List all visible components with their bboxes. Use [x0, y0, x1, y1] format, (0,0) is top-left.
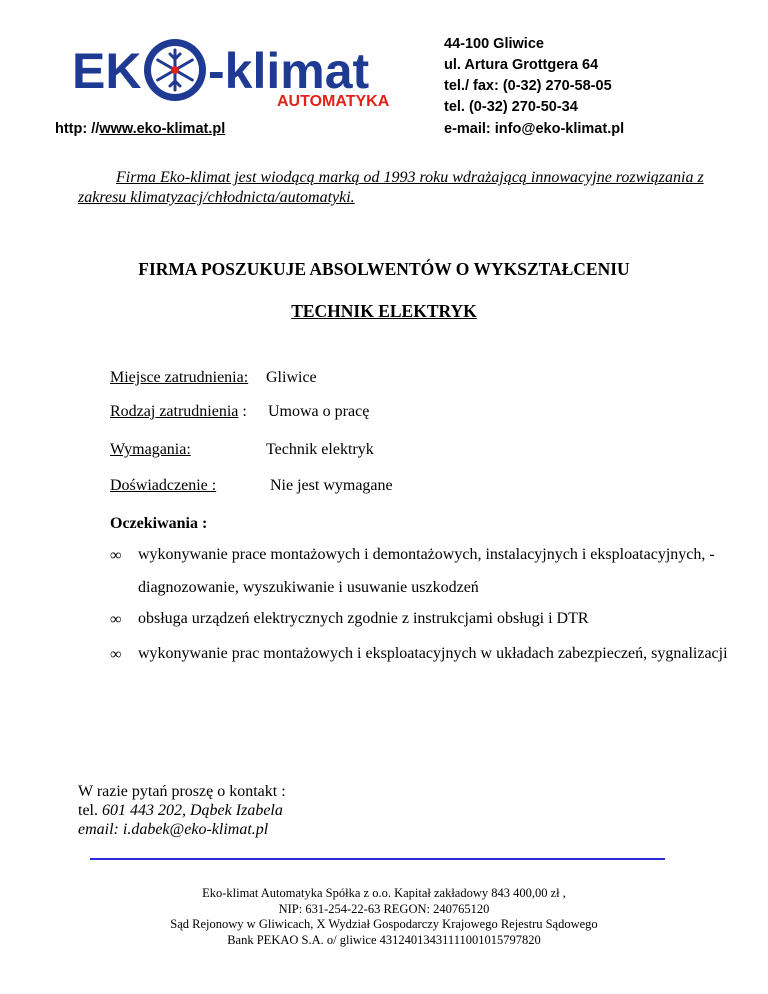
website-prefix: http: // [55, 121, 100, 137]
contact-block [78, 782, 286, 839]
detail-label: Rodzaj zatrudnienia [110, 403, 239, 420]
detail-row-employment-type [110, 403, 247, 421]
footer-line: Eko-klimat Automatyka Spółka z o.o. Kapitał zakładowy 843 400,00 zł , [202, 886, 566, 900]
detail-label: Doświadczenie : [110, 477, 217, 494]
bullet-icon: ∞ [110, 646, 122, 663]
footer-line: NIP: 631-254-22-63 REGON: 240765120 [278, 901, 490, 916]
contact-phone-line [78, 801, 286, 820]
contact-phone-prefix: tel. [78, 802, 102, 819]
footer-line: Sąd Rejonowy w Gliwicach, X Wydział Gospodarczy Krajowego Rejestru Sądowego [170, 917, 598, 931]
contact-phone: 601 443 202, Dąbek Izabela [102, 802, 283, 819]
logo-graphic [70, 26, 415, 116]
expectation-item: obsługa urządzeń elektrycznych zgodnie z instrukcjami obsługi i DTR [138, 610, 589, 627]
footer-divider [90, 858, 665, 860]
detail-label: Miejsce zatrudnienia: [110, 369, 249, 386]
address-tel: tel. (0-32) 270-50-34 [444, 99, 578, 115]
address-city: 44-100 Gliwice [444, 36, 544, 52]
expectation-item: wykonywanie prace montażowych i demontażowych, instalacyjnych i eksploatacyjnych, - diagnozowanie, wyszukiwanie i usuwanie uszkodzeń [138, 546, 715, 596]
footer-line: Bank PEKAO S.A. o/ gliwice 43124013431111001015797820 [227, 932, 541, 947]
expectations-title: Oczekiwania : [110, 515, 208, 532]
snowflake-icon [144, 39, 206, 101]
bullet-icon: ∞ [110, 611, 122, 628]
intro-paragraph: Firma Eko-klimat jest wiodącą marką od 1993 roku wdrażającą innowacyjne rozwiązania z zakresu klimatyzacj/chłodnicta/automatyki. [78, 169, 704, 206]
website-link[interactable]: www.eko-klimat.pl [99, 121, 226, 137]
address-telfax: tel./ fax: (0-32) 270-58-05 [444, 78, 612, 94]
expectation-item: wykonywanie prac montażowych i eksploatacyjnych w układach zabezpieczeń, sygnalizacji [138, 645, 728, 662]
detail-row-experience [110, 477, 216, 495]
header-email[interactable]: e-mail: info@eko-klimat.pl [444, 121, 625, 137]
detail-value-requirements: Technik elektryk [266, 441, 374, 458]
detail-value-employment-type: Umowa o pracę [268, 403, 370, 420]
company-logo [70, 26, 415, 116]
detail-label: Wymagania: [110, 441, 191, 458]
website-line [55, 121, 225, 137]
contact-intro: W razie pytań proszę o kontakt : [78, 783, 286, 800]
job-position: TECHNIK ELEKTRYK [291, 301, 477, 321]
job-headline: FIRMA POSZUKUJE ABSOLWENTÓW O WYKSZTAŁCENIU [138, 259, 630, 279]
detail-value-experience: Nie jest wymagane [270, 477, 393, 494]
logo-text-left: EK [72, 43, 142, 99]
bullet-icon: ∞ [110, 547, 122, 564]
company-footer [0, 886, 768, 948]
detail-row-location [110, 369, 248, 387]
address-street: ul. Artura Grottgera 64 [444, 57, 599, 73]
detail-value-location: Gliwice [266, 369, 317, 386]
detail-row-requirements [110, 441, 191, 459]
contact-email[interactable]: email: i.dabek@eko-klimat.pl [78, 821, 269, 838]
detail-label-suffix: : [238, 403, 247, 420]
logo-text-right: -klimat [208, 43, 370, 99]
logo-subtitle: AUTOMATYKA [277, 93, 390, 110]
company-address [444, 34, 612, 118]
